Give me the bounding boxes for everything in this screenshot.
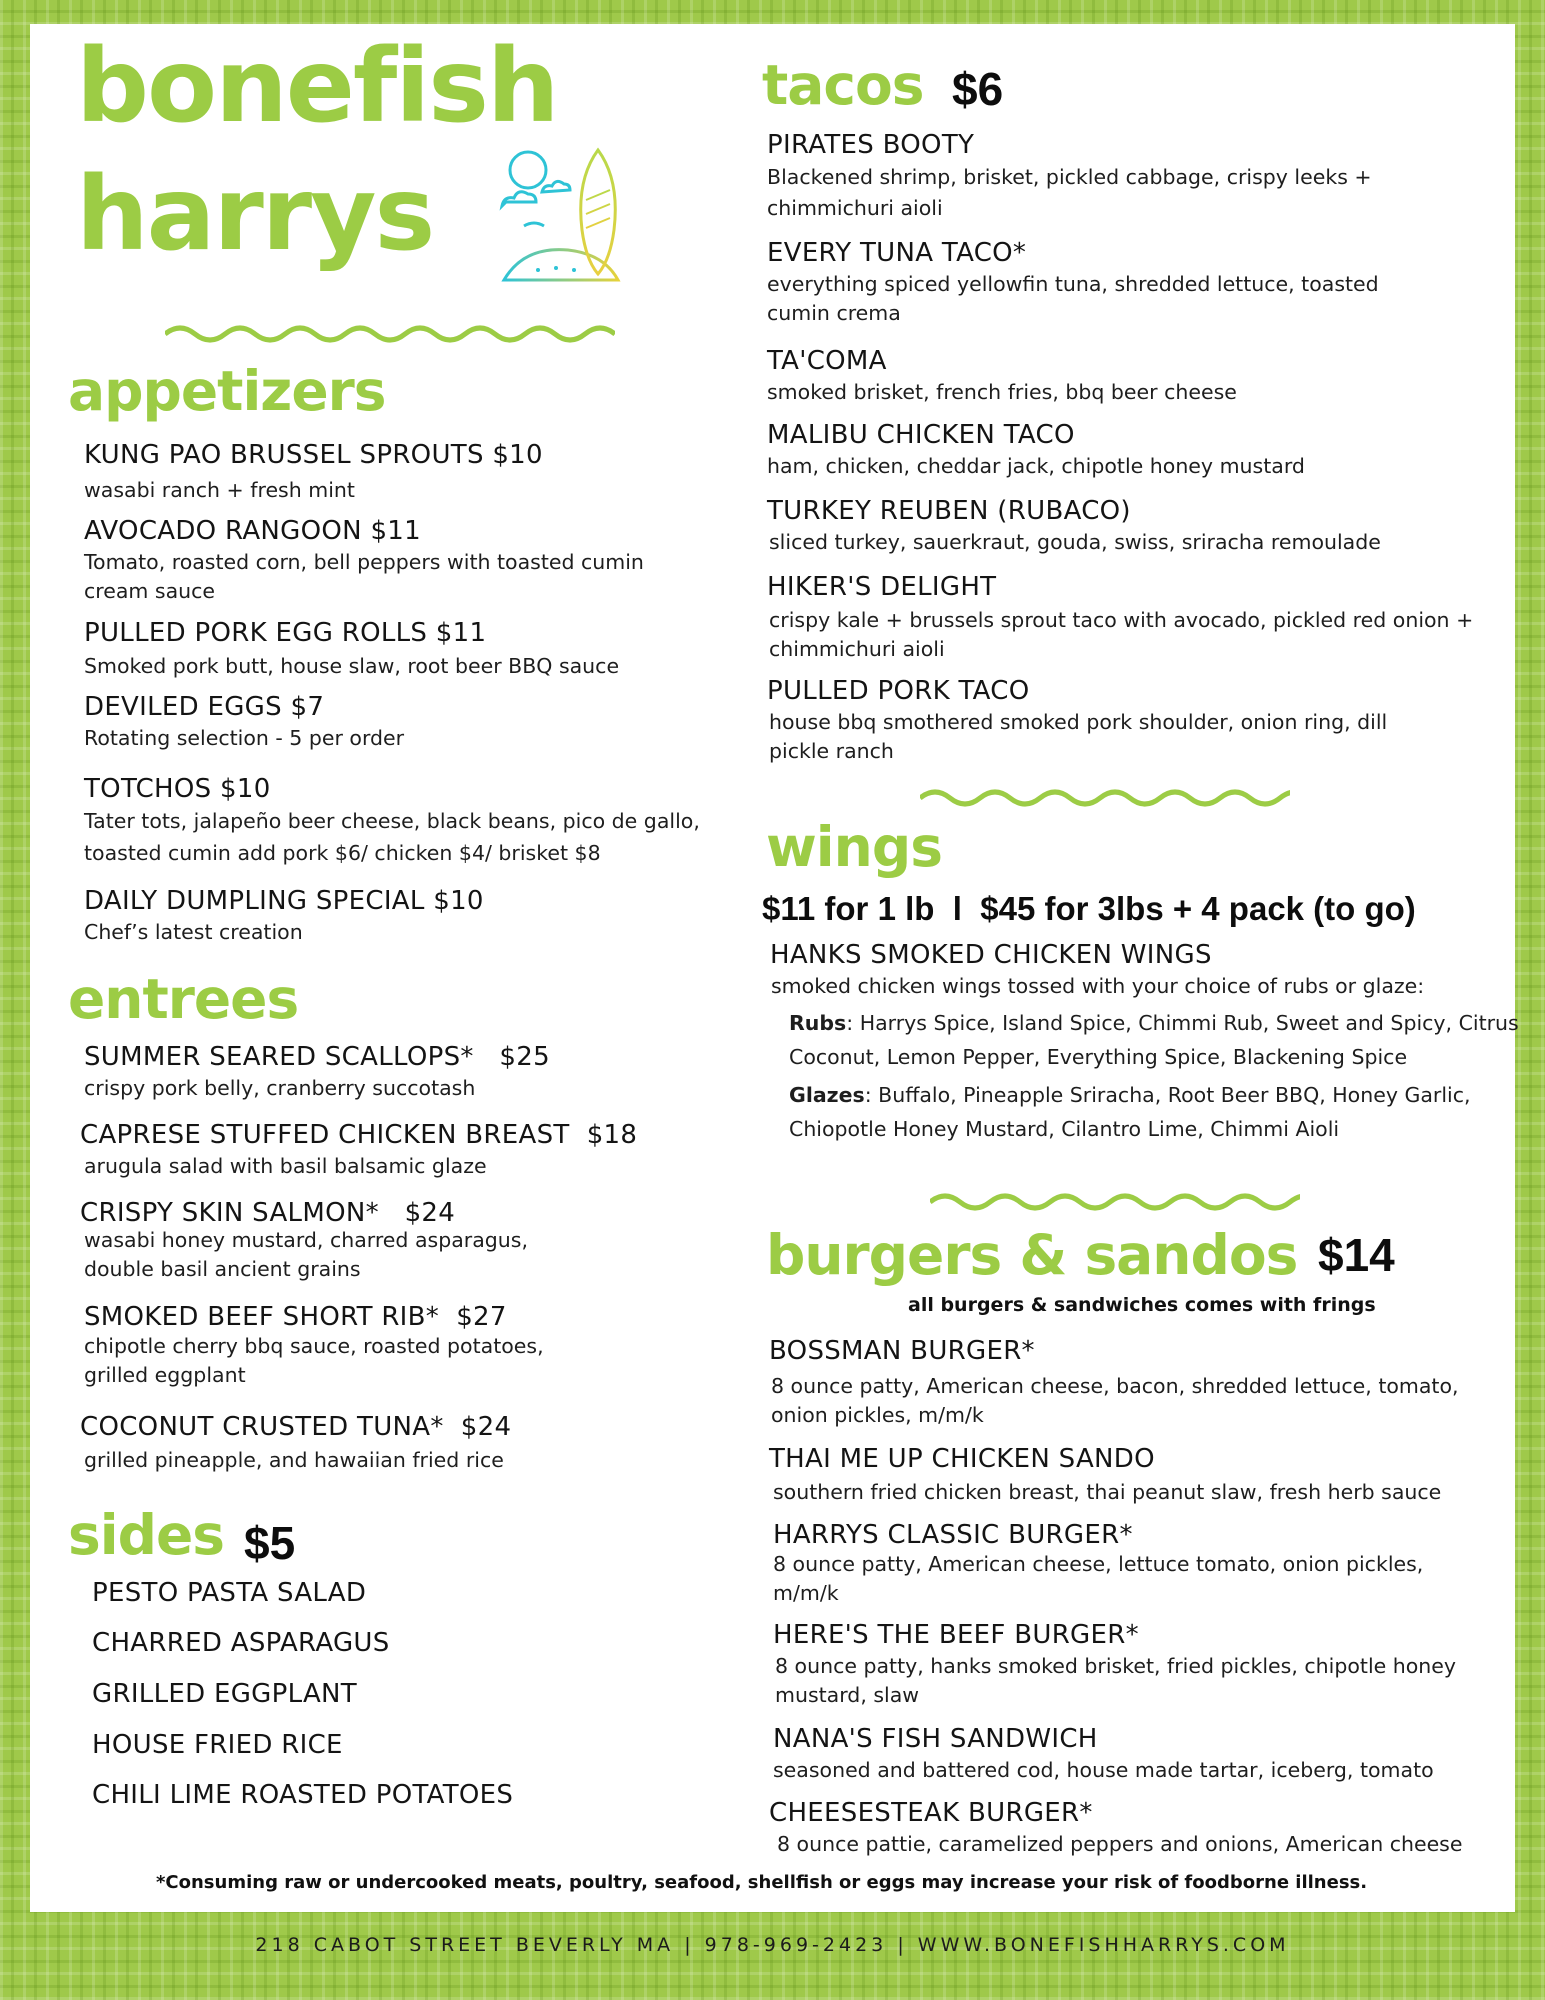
food-safety-disclaimer: *Consuming raw or undercooked meats, poultry, seafood, shellfish or eggs may increase your risk of foodborne illness. xyxy=(156,1872,1368,1893)
entrees-heading: entrees xyxy=(68,967,299,1031)
menu-item-desc: seasoned and battered cod, house made tartar, iceberg, tomato xyxy=(773,1758,1434,1782)
wings-pricing: $11 for 1 lb l $45 for 3lbs + 4 pack (to go) xyxy=(762,890,1416,927)
footer-contact xyxy=(0,1934,1545,1956)
menu-item-name: EVERY TUNA TACO* xyxy=(767,238,1027,268)
footer-website-link[interactable]: WWW.BONEFISHHARRYS.COM xyxy=(917,1934,1290,1956)
tacos-heading: tacos xyxy=(762,53,924,117)
menu-item-name: SUMMER SEARED SCALLOPS* $25 xyxy=(84,1042,550,1072)
menu-item-name: TA'COMA xyxy=(767,346,887,376)
wings-rubs xyxy=(789,1006,1519,1075)
menu-item-name: HERE'S THE BEEF BURGER* xyxy=(773,1620,1139,1650)
menu-item-name: THAI ME UP CHICKEN SANDO xyxy=(769,1444,1155,1474)
sides-price: $5 xyxy=(244,1517,296,1569)
menu-item-name: COCONUT CRUSTED TUNA* $24 xyxy=(80,1412,512,1442)
menu-item-name: PULLED PORK EGG ROLLS $11 xyxy=(84,618,487,648)
footer-address: 218 CABOT STREET BEVERLY MA xyxy=(255,1934,675,1956)
menu-item-name: HARRYS CLASSIC BURGER* xyxy=(773,1520,1133,1550)
menu-item-name: DAILY DUMPLING SPECIAL $10 xyxy=(84,886,484,916)
menu-item-name: KUNG PAO BRUSSEL SPROUTS $10 xyxy=(84,440,543,470)
beach-island-surfboard-icon xyxy=(498,140,648,300)
menu-item-desc: crispy kale + brussels sprout taco with avocado, pickled red onion + chimmichuri aioli xyxy=(769,608,1474,662)
menu-item-desc: crispy pork belly, cranberry succotash xyxy=(84,1076,476,1100)
menu-item-desc: chipotle cherry bbq sauce, roasted potatoes, grilled eggplant xyxy=(84,1334,544,1388)
rubs-label: Rubs xyxy=(789,1011,847,1035)
menu-item-desc: southern fried chicken breast, thai peanut slaw, fresh herb sauce xyxy=(773,1480,1442,1504)
menu-item-desc: 8 ounce patty, hanks smoked brisket, fried pickles, chipotle honey mustard, slaw xyxy=(775,1654,1457,1708)
menu-item-name: CRISPY SKIN SALMON* $24 xyxy=(80,1198,456,1228)
menu-item-name: DEVILED EGGS $7 xyxy=(84,692,325,722)
menu-item-desc: Rotating selection - 5 per order xyxy=(84,726,405,750)
menu-item-desc: smoked chicken wings tossed with your choice of rubs or glaze: xyxy=(771,974,1425,998)
menu-item-name: PULLED PORK TACO xyxy=(767,676,1030,706)
footer-phone[interactable]: 978-969-2423 xyxy=(704,1934,888,1956)
side-item: CHARRED ASPARAGUS xyxy=(92,1628,390,1658)
brand-name-line2: harrys xyxy=(76,155,434,274)
menu-item-desc: 8 ounce pattie, caramelized peppers and onions, American cheese xyxy=(777,1832,1463,1856)
side-item: HOUSE FRIED RICE xyxy=(92,1730,343,1760)
burgers-heading: burgers & sandos xyxy=(766,1223,1298,1287)
menu-item-desc: grilled pineapple, and hawaiian fried rice xyxy=(84,1448,504,1472)
footer-separator: | xyxy=(897,1934,908,1956)
wave-divider xyxy=(165,322,615,346)
rubs-list: : Harrys Spice, Island Spice, Chimmi Rub, Sweet and Spicy, Citrus Coconut, Lemon Pepper, Everything Spice, Blackening Spice xyxy=(789,1011,1519,1070)
menu-item-name: PIRATES BOOTY xyxy=(767,130,975,160)
sides-heading: sides xyxy=(68,1503,224,1567)
footer-separator: | xyxy=(684,1934,695,1956)
menu-item-desc: Blackened shrimp, brisket, pickled cabbage, crispy leeks + chimmichuri aioli xyxy=(767,165,1372,220)
menu-item-name: SMOKED BEEF SHORT RIB* $27 xyxy=(84,1302,507,1332)
side-item: GRILLED EGGPLANT xyxy=(92,1679,357,1709)
menu-item-name: CHEESESTEAK BURGER* xyxy=(769,1798,1093,1828)
burgers-note: all burgers & sandwiches comes with frings xyxy=(908,1294,1376,1316)
menu-item-name: HANKS SMOKED CHICKEN WINGS xyxy=(770,940,1212,970)
menu-item-desc: Tomato, roasted corn, bell peppers with toasted cumin cream sauce xyxy=(84,550,644,604)
menu-item-desc: ham, chicken, cheddar jack, chipotle honey mustard xyxy=(767,454,1305,478)
menu-item-desc: Chef’s latest creation xyxy=(84,920,303,944)
menu-item-name: TOTCHOS $10 xyxy=(84,774,271,804)
menu-item-desc: 8 ounce patty, American cheese, lettuce tomato, onion pickles, m/m/k xyxy=(773,1552,1424,1606)
wings-heading: wings xyxy=(766,815,942,879)
menu-item-name: AVOCADO RANGOON $11 xyxy=(84,516,421,546)
menu-item-name: MALIBU CHICKEN TACO xyxy=(767,420,1075,450)
glazes-label: Glazes xyxy=(789,1083,865,1107)
menu-item-desc: Tater tots, jalapeño beer cheese, black beans, pico de gallo, toasted cumin add pork $6/ chicken $4/ brisket $8 xyxy=(84,809,700,865)
appetizers-heading: appetizers xyxy=(68,359,386,423)
menu-item-desc: 8 ounce patty, American cheese, bacon, shredded lettuce, tomato, onion pickles, m/m/k xyxy=(771,1374,1459,1428)
burgers-price: $14 xyxy=(1318,1229,1395,1281)
side-item: PESTO PASTA SALAD xyxy=(92,1578,367,1608)
menu-item-name: HIKER'S DELIGHT xyxy=(767,572,997,602)
menu-item-desc: wasabi ranch + fresh mint xyxy=(84,478,355,502)
menu-item-name: TURKEY REUBEN (RUBACO) xyxy=(767,496,1131,526)
menu-item-desc: everything spiced yellowfin tuna, shredded lettuce, toasted cumin crema xyxy=(767,272,1379,326)
menu-item-desc: wasabi honey mustard, charred asparagus, double basil ancient grains xyxy=(84,1228,528,1282)
menu-item-name: BOSSMAN BURGER* xyxy=(769,1336,1035,1366)
wings-glazes xyxy=(789,1078,1519,1147)
menu-item-name: CAPRESE STUFFED CHICKEN BREAST $18 xyxy=(80,1120,638,1150)
menu-item-name: NANA'S FISH SANDWICH xyxy=(773,1724,1098,1754)
glazes-list: : Buffalo, Pineapple Sriracha, Root Beer BBQ, Honey Garlic, Chiopotle Honey Mustard, Cilantro Lime, Chimmi Aioli xyxy=(789,1083,1471,1142)
menu-item-desc: house bbq smothered smoked pork shoulder, onion ring, dill pickle ranch xyxy=(769,710,1388,764)
menu-item-desc: arugula salad with basil balsamic glaze xyxy=(84,1154,487,1178)
tacos-price: $6 xyxy=(952,63,1004,115)
side-item: CHILI LIME ROASTED POTATOES xyxy=(92,1780,514,1810)
brand-name-line1: bonefish xyxy=(76,27,558,146)
menu-item-desc: Smoked pork butt, house slaw, root beer BBQ sauce xyxy=(84,654,620,678)
menu-item-desc: sliced turkey, sauerkraut, gouda, swiss, sriracha remoulade xyxy=(769,530,1381,554)
wave-divider xyxy=(920,786,1290,810)
wave-divider xyxy=(930,1190,1300,1214)
menu-item-desc: smoked brisket, french fries, bbq beer cheese xyxy=(767,380,1237,404)
